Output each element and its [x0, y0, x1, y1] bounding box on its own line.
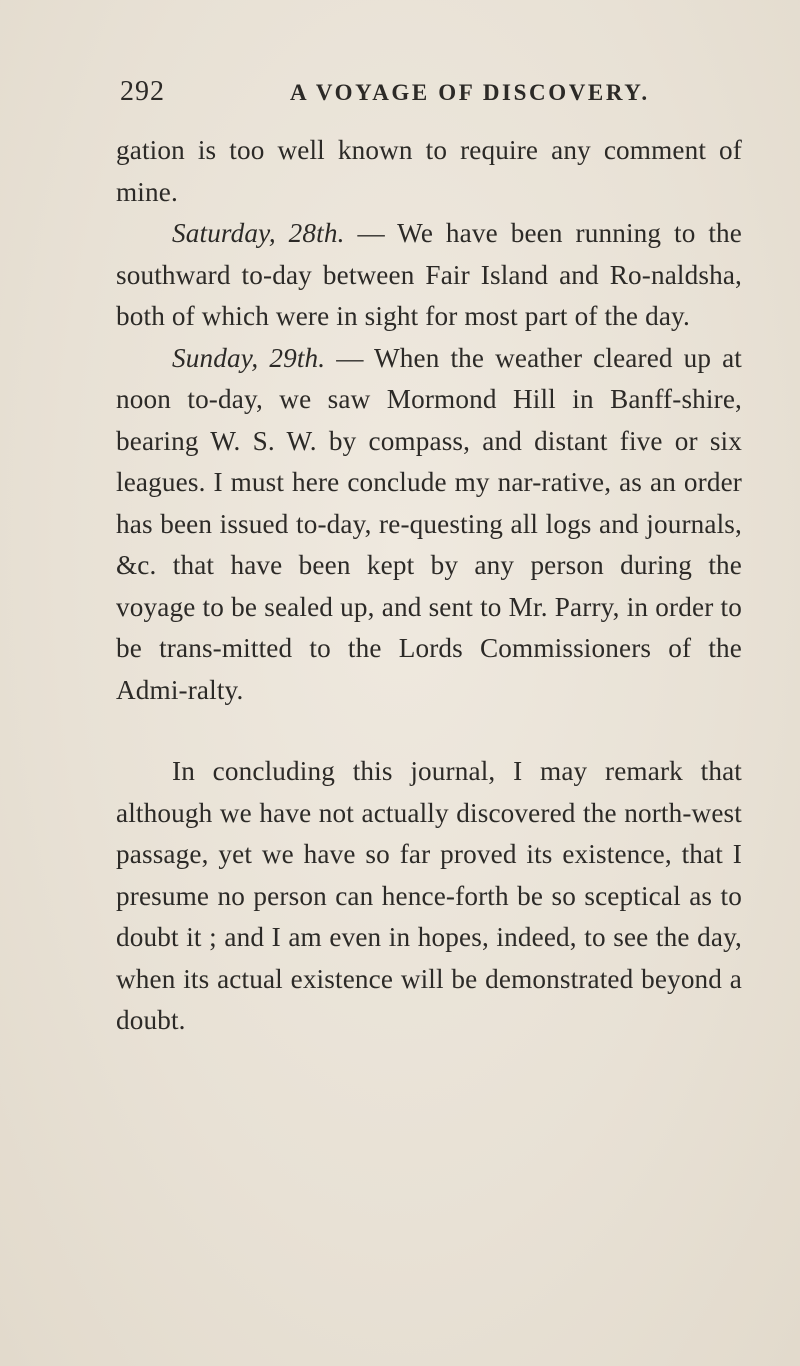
date-heading: Saturday, 28th.: [172, 218, 345, 248]
page-header: [114, 76, 744, 116]
paragraph-saturday: [116, 213, 742, 338]
paragraph-continuation: [116, 130, 742, 213]
paragraph-text: — We have been running to the southward to-day between Fair Island and Ro-naldsha, both of which were in sight for most part of the day.: [116, 218, 743, 331]
page-body: [116, 130, 742, 1042]
running-title: A VOYAGE OF DISCOVERY.: [290, 80, 650, 105]
paragraph-sunday: [116, 338, 742, 712]
paragraph-text: gation is too well known to require any comment of mine.: [116, 135, 742, 207]
paragraph-text: — When the weather cleared up at noon to-day, we saw Mormond Hill in Banff-shire, bearing W. S. W. by compass, and distant five or six leagues. I must here conclude my nar-rative, as an order has been issued to-day, re-questing all logs and journals, &c. that have been kept by any person during the voyage to be sealed up, and sent to Mr. Parry, in order to be trans-mitted to the Lords Commissioners of the Admi-ralty.: [116, 342, 742, 705]
page-number: 292: [120, 76, 165, 107]
paragraph-conclusion: [116, 751, 742, 1042]
paragraph-text: In concluding this journal, I may remark that although we have not actually discovered the north-west passage, yet we have so far proved its existence, that I presume no person can hence-forth be so sceptical as to doubt it ; and I am even in hopes, indeed, to see the day, when its actual existence will be demonstrated beyond a doubt.: [116, 756, 742, 1035]
section-break: [116, 711, 742, 751]
date-heading: Sunday, 29th.: [172, 342, 326, 373]
